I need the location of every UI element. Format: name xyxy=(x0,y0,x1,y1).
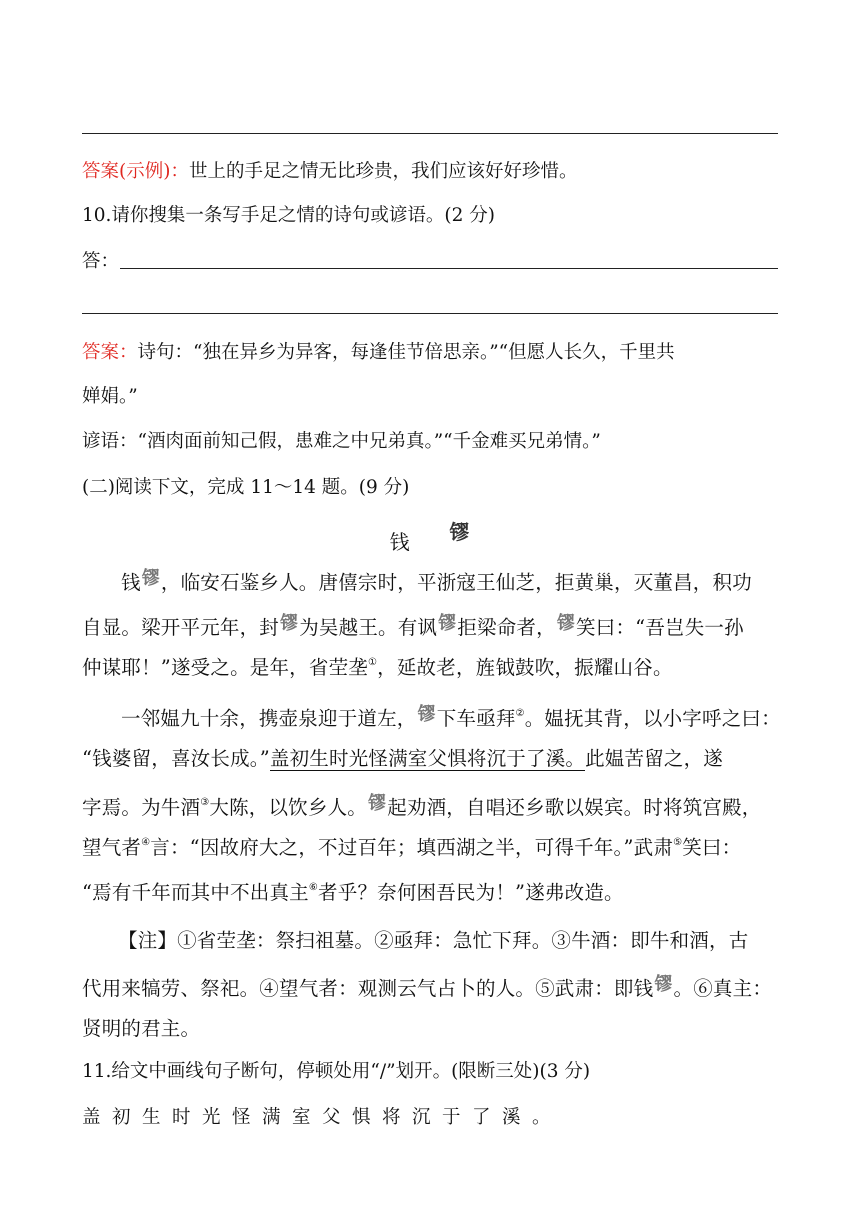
poem-line-1: 诗句：“独在异乡为异客，每逢佳节倍思亲。”“但愿人长久，千里共 xyxy=(137,342,675,363)
passage-p1-line-1: 钱镠，临安石鉴乡人。唐僖宗时，平浙寇王仙芝，拒黄巢，灭董昌，积功 xyxy=(121,568,752,594)
q11-sentence: 盖初生时光怪满室父惧将沉于了溪。 xyxy=(82,1107,563,1128)
answer-2-label: 答案： xyxy=(82,342,138,363)
question-10: 10.请你搜集一条写手足之情的诗句或谚语。(2 分) xyxy=(82,205,496,226)
passage-title xyxy=(0,518,860,556)
name-glyph: 镠 xyxy=(438,613,457,634)
name-glyph: 镠 xyxy=(654,974,673,995)
title-name-glyph: 镠 xyxy=(449,520,470,544)
note-mark-3: ③ xyxy=(200,797,210,808)
note-mark-2: ② xyxy=(515,708,525,719)
passage-p2-line-3: 字焉。为牛酒③大陈，以饮乡人。镠起劝酒，自唱还乡歌以娱宾。时将筑宫殿， xyxy=(82,793,762,819)
answer-blank-line-2[interactable] xyxy=(82,313,778,314)
answer-example xyxy=(82,160,782,184)
underlined-sentence: 盖初生时光怪满室父惧将沉于了溪。 xyxy=(269,747,586,770)
section-heading: (二)阅读下文，完成 11～14 题。(9 分) xyxy=(82,477,410,498)
answer-label: 答案(示例)： xyxy=(82,161,189,182)
name-glyph: 镠 xyxy=(367,793,387,814)
question-11: 11.给文中画线句子断句，停顿处用“/”划开。(限断三处)(3 分) xyxy=(82,1061,591,1082)
answer-text: 世上的手足之情无比珍贵，我们应该好好珍惜。 xyxy=(188,161,578,182)
notes-line-2: 代用来犒劳、祭祀。④望气者：观测云气占卜的人。⑤武肃：即钱镠。⑥真主： xyxy=(82,974,773,1000)
note-mark-5: ⑤ xyxy=(673,837,683,848)
notes-line-1: 【注】①省茔垄：祭扫祖墓。②亟拜：急忙下拜。③牛酒：即牛和酒，古 xyxy=(118,929,749,952)
passage-p2-line-5: “焉有千年而其中不出真主⑥者乎？奈何困吾民为！”遂弗改造。 xyxy=(82,881,624,904)
poem-line-2: 婵娟。” xyxy=(82,386,138,407)
passage-p1-line-3: 仲谋耶！”遂受之。是年，省茔垄①，延故老，旌钺鼓吹，振耀山谷。 xyxy=(82,656,673,679)
qian: 钱 xyxy=(121,571,141,594)
title-char: 钱 xyxy=(389,530,410,554)
top-answer-rule xyxy=(82,133,778,134)
answer-blank-line-1[interactable] xyxy=(120,268,778,269)
answer-2-line-1 xyxy=(82,341,782,365)
note-mark-4: ④ xyxy=(141,837,151,848)
passage-p2-line-2: “钱婆留，喜汝长成。”盖初生时光怪满室父惧将沉于了溪。此媪苦留之，遂 xyxy=(82,747,723,770)
passage-p1-line-2: 自显。梁开平元年，封镠为吴越王。有讽镠拒梁命者，镠笑曰：“吾岂失一孙 xyxy=(82,613,744,639)
note-mark-1: ① xyxy=(367,657,378,668)
name-glyph: 镠 xyxy=(280,613,299,634)
name-glyph: 镠 xyxy=(556,613,576,634)
proverb-line: 谚语：“酒肉面前知己假，患难之中兄弟真。”“千金难买兄弟情。” xyxy=(82,431,601,452)
answer-prefix: 答： xyxy=(82,251,120,272)
name-glyph: 镠 xyxy=(141,568,160,589)
passage-p2-line-1: 一邻媪九十余，携壶泉迎于道左，镠下车亟拜②。媪抚其背，以小字呼之曰： xyxy=(121,704,781,730)
notes-line-3: 贤明的君主。 xyxy=(82,1017,201,1040)
passage-p2-line-4: 望气者④言：“因故府大之，不过百年；填西湖之半，可得千年。”武肃⑤笑曰： xyxy=(82,836,742,859)
name-glyph: 镠 xyxy=(417,704,436,725)
note-mark-6: ⑥ xyxy=(308,882,319,893)
